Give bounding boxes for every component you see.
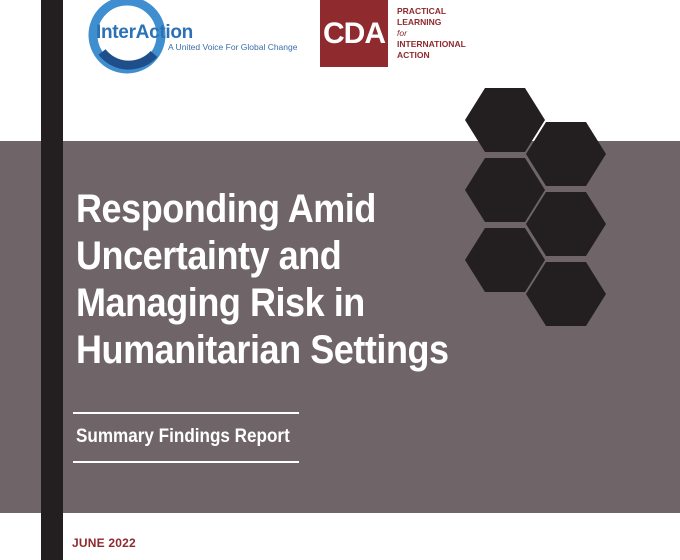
cda-line: LEARNING [397, 17, 442, 27]
report-title [76, 186, 454, 374]
title-line: Responding Amid [76, 187, 376, 231]
report-subtitle: Summary Findings Report [76, 426, 290, 447]
subtitle-rule-top [73, 412, 299, 414]
cda-line: PRACTICAL [397, 6, 447, 16]
hexagon-shape [526, 122, 606, 186]
publication-date: JUNE 2022 [72, 536, 136, 550]
cda-mark: CDA [323, 16, 385, 50]
cda-line: ACTION [397, 50, 430, 60]
hexagon-shape [465, 88, 545, 152]
hexagon-shape [526, 192, 606, 256]
cda-line: INTERNATIONAL [397, 39, 466, 49]
interaction-tagline: A United Voice For Global Change [168, 42, 298, 52]
title-line: Managing Risk in [76, 281, 365, 325]
cda-line: for [397, 28, 407, 38]
subtitle-rule-bottom [73, 461, 299, 463]
hexagon-shape [465, 228, 545, 292]
title-line: Uncertainty and [76, 234, 342, 278]
hexagon-shape [526, 262, 606, 326]
hexagon-shape [465, 158, 545, 222]
title-line: Humanitarian Settings [76, 328, 449, 372]
interaction-name: InterAction [96, 22, 193, 43]
